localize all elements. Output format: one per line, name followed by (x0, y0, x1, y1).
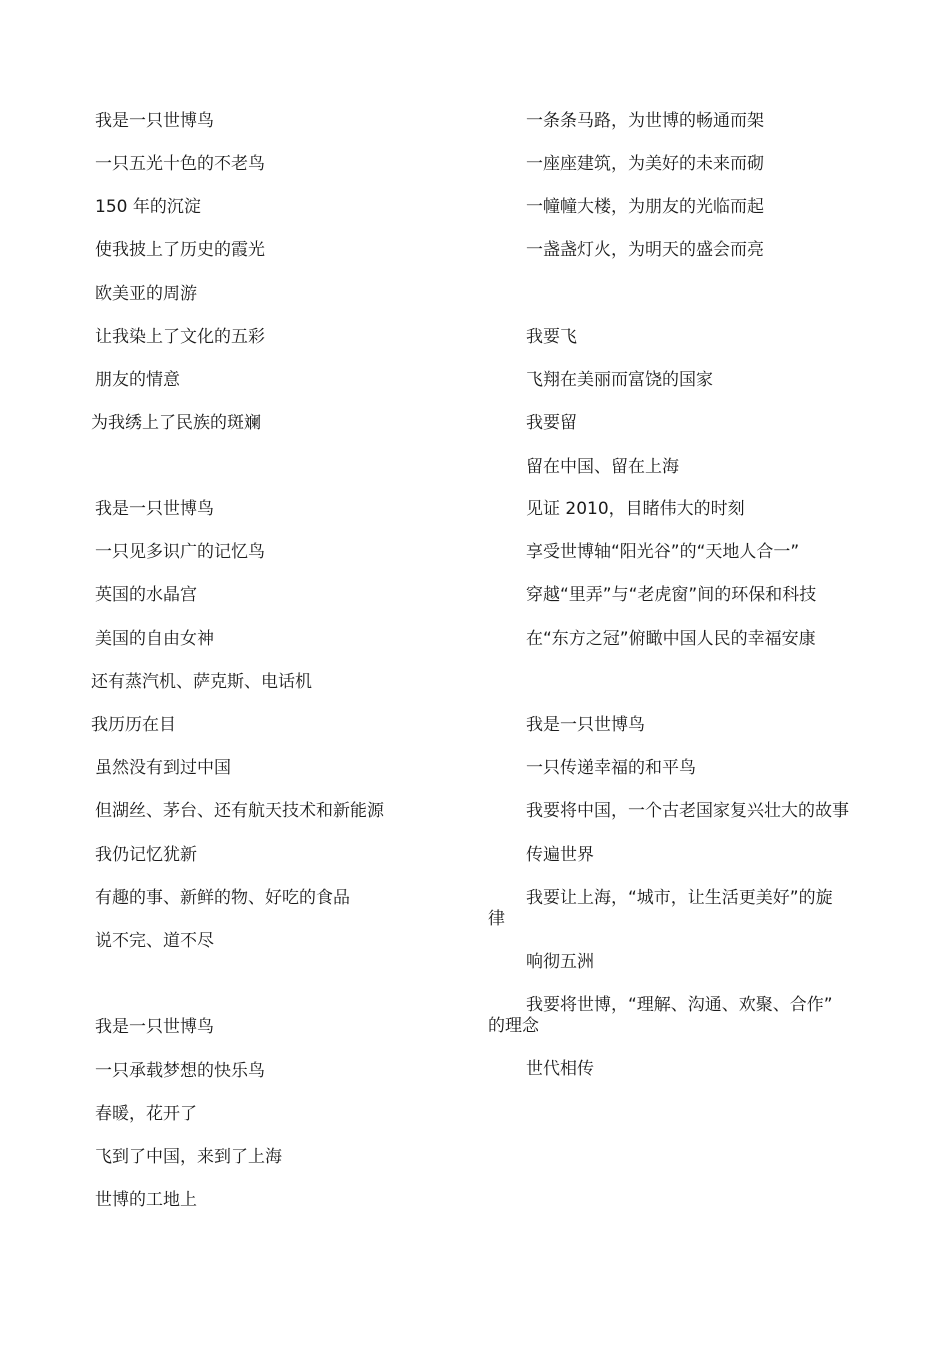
poem-line: 世博的工地上 (95, 1190, 197, 1210)
poem-line: 150 年的沉淀 (95, 197, 201, 217)
poem-line: 一盏盏灯火，为明天的盛会而亮 (526, 240, 764, 260)
poem-line: 但湖丝、茅台、还有航天技术和新能源 (95, 801, 384, 821)
poem-line: 春暖，花开了 (95, 1104, 197, 1124)
poem-line: 我要让上海，“城市，让生活更美好”的旋 (526, 888, 833, 908)
poem-line: 虽然没有到过中国 (95, 758, 231, 778)
poem-line: 我是一只世博鸟 (95, 1017, 214, 1037)
poem-line: 朋友的情意 (95, 370, 180, 390)
poem-line: 英国的水晶宫 (95, 585, 197, 605)
poem-line: 让我染上了文化的五彩 (95, 327, 265, 347)
poem-line: 一只见多识广的记忆鸟 (95, 542, 265, 562)
poem-line: 享受世博轴“阳光谷”的“天地人合一” (526, 542, 800, 562)
poem-line: 一只承载梦想的快乐鸟 (95, 1061, 265, 1081)
poem-line: 在“东方之冠”俯瞰中国人民的幸福安康 (526, 629, 816, 649)
poem-line: 使我披上了历史的霞光 (95, 240, 265, 260)
poem-line: 穿越“里弄”与“老虎窗”间的环保和科技 (526, 585, 817, 605)
poem-line: 一只传递幸福的和平鸟 (526, 758, 696, 778)
poem-line-continuation: 律 (488, 909, 505, 929)
poem-line: 有趣的事、新鲜的物、好吃的食品 (95, 888, 350, 908)
poem-line: 留在中国、留在上海 (526, 457, 679, 477)
poem-line: 飞到了中国，来到了上海 (95, 1147, 282, 1167)
poem-line: 世代相传 (526, 1059, 594, 1079)
poem-line: 我要飞 (526, 327, 577, 347)
poem-line: 我是一只世博鸟 (95, 499, 214, 519)
poem-line: 飞翔在美丽而富饶的国家 (526, 370, 713, 390)
poem-line: 说不完、道不尽 (95, 931, 214, 951)
poem-line: 欧美亚的周游 (95, 284, 197, 304)
poem-line: 见证 2010，目睹伟大的时刻 (526, 499, 745, 519)
poem-line: 一座座建筑，为美好的未来而砌 (526, 154, 764, 174)
poem-line: 一只五光十色的不老鸟 (95, 154, 265, 174)
poem-line: 我历历在目 (91, 715, 176, 735)
poem-line: 美国的自由女神 (95, 629, 214, 649)
poem-line: 一条条马路，为世博的畅通而架 (526, 111, 764, 131)
poem-line: 我是一只世博鸟 (95, 111, 214, 131)
poem-line: 我要留 (526, 413, 577, 433)
poem-line: 传遍世界 (526, 845, 594, 865)
poem-line: 我仍记忆犹新 (95, 845, 197, 865)
poem-line: 一幢幢大楼，为朋友的光临而起 (526, 197, 764, 217)
poem-line: 我要将世博，“理解、沟通、欢聚、合作” (526, 995, 833, 1015)
poem-line-continuation: 的理念 (488, 1016, 539, 1036)
poem-line: 响彻五洲 (526, 952, 594, 972)
poem-line: 我要将中国，一个古老国家复兴壮大的故事 (526, 801, 849, 821)
poem-line: 为我绣上了民族的斑斓 (91, 413, 261, 433)
poem-line: 我是一只世博鸟 (526, 715, 645, 735)
poem-line: 还有蒸汽机、萨克斯、电话机 (91, 672, 312, 692)
